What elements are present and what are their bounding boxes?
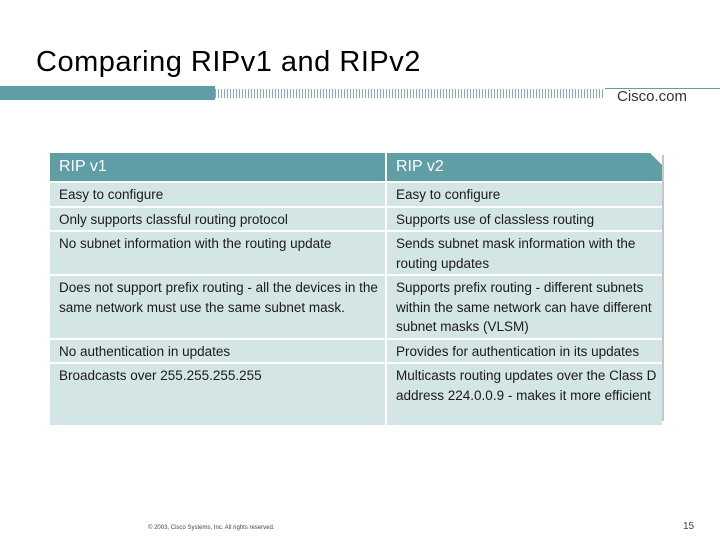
table-cell-rip-v2: Multicasts routing updates over the Class D address 224.0.0.9 - makes it more efficient [386, 363, 662, 425]
brand-logo-text: Cisco.com [617, 88, 688, 105]
table-cell-rip-v2: Supports prefix routing - different subnets within the same network can have different subnet masks (VLSM) [386, 275, 662, 339]
table-row [50, 275, 662, 339]
table-row [50, 182, 662, 207]
table-cell-rip-v1: Easy to configure [50, 182, 386, 207]
slide-title: Comparing RIPv1 and RIPv2 [36, 46, 421, 78]
comparison-table-container [50, 153, 662, 419]
table-row [50, 231, 662, 275]
table-cell-rip-v2: Provides for authentication in its updates [386, 339, 662, 364]
table-cell-rip-v2: Supports use of classless routing [386, 207, 662, 232]
table-cell-rip-v2: Easy to configure [386, 182, 662, 207]
column-header-rip-v2: RIP v2 [386, 153, 662, 182]
table-row [50, 207, 662, 232]
table-header-row [50, 153, 662, 182]
table-row [50, 339, 662, 364]
column-header-rip-v1: RIP v1 [50, 153, 386, 182]
header-bar-solid [0, 86, 215, 100]
folded-corner-decoration [650, 153, 662, 165]
table-cell-rip-v1: Does not support prefix routing - all the devices in the same network must use the same subnet mask. [50, 275, 386, 339]
table-cell-rip-v1: Broadcasts over 255.255.255.255 [50, 363, 386, 425]
header-bar [0, 86, 720, 100]
page-number: 15 [683, 521, 695, 532]
header-bar-stripes [215, 89, 605, 98]
table-cell-rip-v2: Sends subnet mask information with the routing updates [386, 231, 662, 275]
comparison-table [50, 153, 662, 425]
table-cell-rip-v1: Only supports classful routing protocol [50, 207, 386, 232]
table-row [50, 363, 662, 425]
table-cell-rip-v1: No subnet information with the routing update [50, 231, 386, 275]
copyright-footer: © 2003, Cisco Systems, Inc. All rights reserved. [148, 525, 275, 531]
table-cell-rip-v1: No authentication in updates [50, 339, 386, 364]
